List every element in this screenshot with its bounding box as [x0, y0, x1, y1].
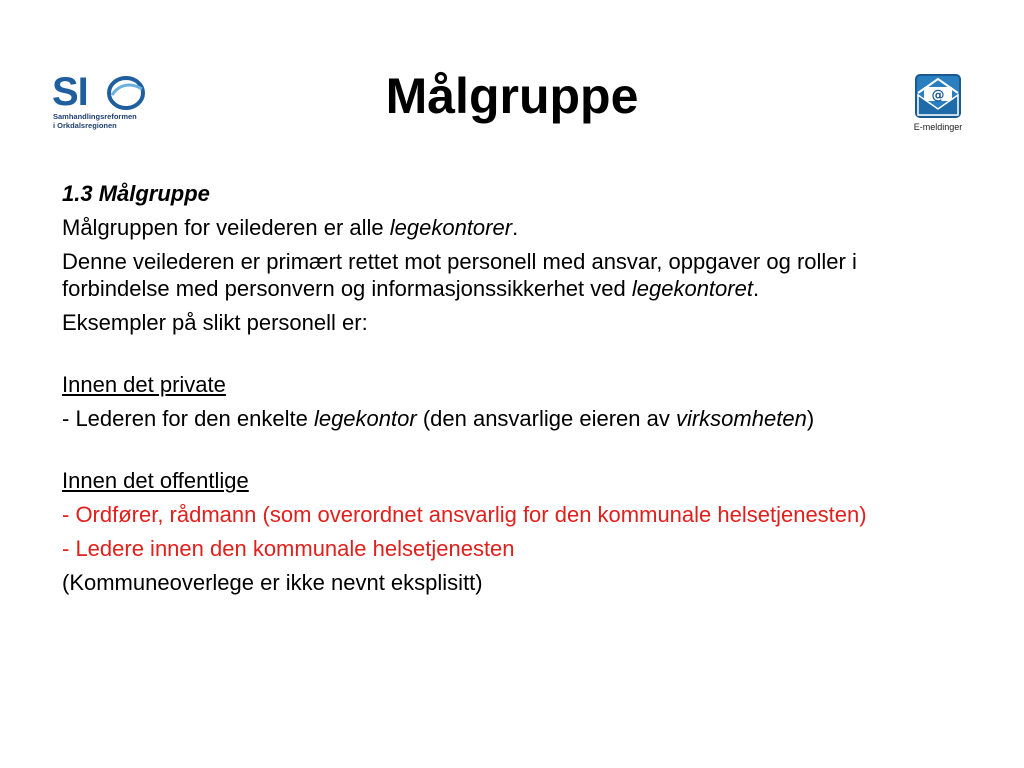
- e-meldinger-logo: [903, 73, 973, 137]
- e-meldinger-label: E-meldinger: [913, 122, 963, 132]
- sio-logo-subtitle-line2: i Orkdalsregionen: [53, 120, 117, 130]
- public-heading: Innen det offentlige: [62, 468, 249, 493]
- section-heading: 1.3 Målgruppe: [62, 181, 210, 206]
- target-group-line: Målgruppen for veilederen er alle legekontorer.: [62, 215, 519, 240]
- svg-text:@: @: [931, 88, 945, 103]
- sio-logo-subtitle-line1: Samhandlingsreformen: [53, 112, 137, 121]
- slide-body: [62, 180, 962, 603]
- note-line: (Kommuneoverlege er ikke nevnt eksplisitt): [62, 570, 483, 595]
- email-envelope-icon: [914, 73, 962, 119]
- sio-logo-letters: SI: [52, 70, 88, 114]
- public-item-mayor: - Ordfører, rådmann (som overordnet ansvarlig for den kommunale helsetjenesten): [62, 502, 867, 527]
- examples-intro: Eksempler på slikt personell er:: [62, 310, 368, 335]
- slide-title: Målgruppe: [385, 68, 639, 124]
- public-item-leaders: - Ledere innen den kommunale helsetjenesten: [62, 536, 515, 561]
- private-heading: Innen det private: [62, 372, 226, 397]
- audience-description: Denne veilederen er primært rettet mot personell med ansvar, oppgaver og roller i forbindelse med personvern og informasjonssikkerhet ved legekontoret.: [62, 249, 857, 301]
- private-item: - Lederen for den enkelte legekontor (den ansvarlige eieren av virksomheten): [62, 406, 815, 431]
